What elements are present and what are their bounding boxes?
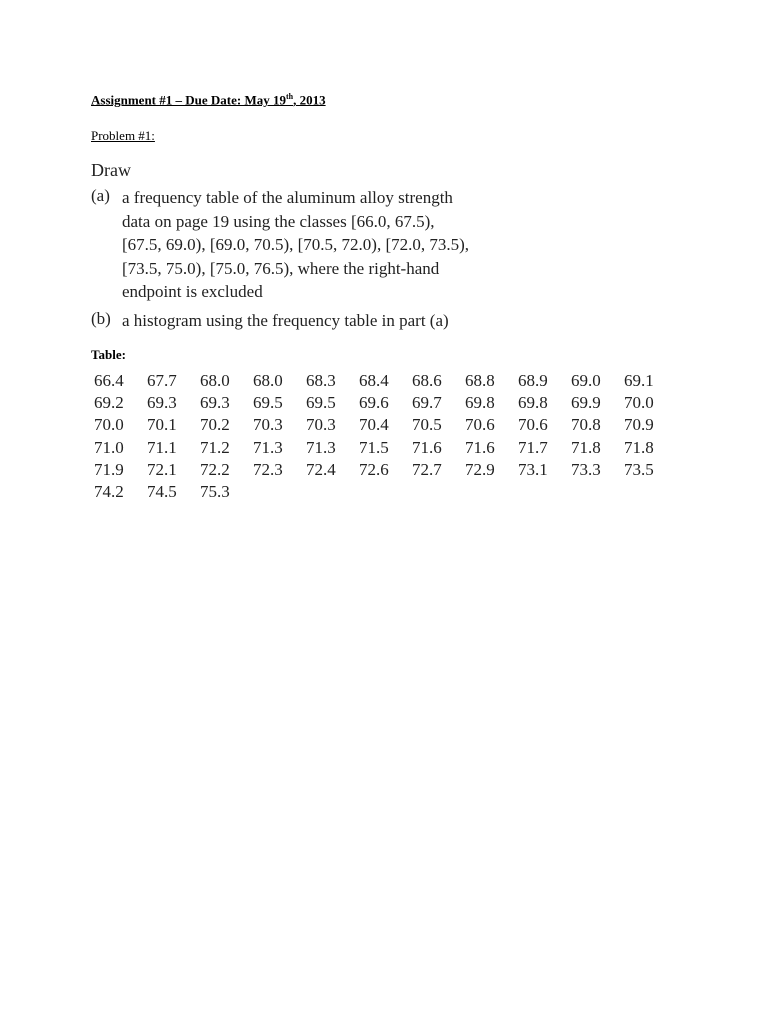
part-a-line: data on page 19 using the classes [66.0, 67.5),	[122, 211, 435, 231]
table-cell: 70.3	[306, 415, 336, 435]
table-cell: 70.8	[571, 415, 601, 435]
table-cell: 72.6	[359, 459, 389, 479]
table-cell: 68.9	[518, 371, 548, 390]
table-cell: 71.6	[465, 437, 495, 457]
table-cell: 69.6	[359, 393, 389, 413]
table-cell: 71.0	[94, 437, 124, 457]
table-cell: 70.0	[94, 415, 124, 435]
assignment-title-superscript: th	[285, 92, 294, 101]
part-b-line: a histogram using the frequency table in part (a)	[122, 311, 449, 330]
table-cell: 71.2	[200, 437, 230, 457]
table-cell: 69.5	[253, 393, 283, 413]
part-a-line: [67.5, 69.0), [69.0, 70.5), [70.5, 72.0), [72.0, 73.5),	[122, 235, 470, 254]
table-cell: 70.6	[465, 415, 495, 435]
table-cell: 75.3	[200, 481, 230, 501]
table-cell: 73.3	[571, 459, 601, 479]
table-cell: 69.0	[571, 371, 601, 390]
table-cell-empty	[515, 482, 568, 504]
table-cell: 68.6	[412, 371, 442, 390]
table-cell: 70.0	[624, 393, 654, 413]
table-cell: 69.3	[147, 393, 177, 413]
part-a-line: a frequency table of the aluminum alloy strength	[122, 188, 453, 207]
table-cell: 66.4	[94, 371, 124, 390]
table-cell: 67.7	[147, 371, 177, 390]
table-cell: 70.5	[412, 415, 442, 435]
table-cell: 74.5	[147, 481, 177, 501]
table-cell-empty	[409, 482, 462, 504]
table-cell-empty	[462, 482, 515, 504]
assignment-title-year: , 2013	[293, 92, 326, 108]
table-cell-empty	[568, 482, 621, 504]
table-cell: 72.2	[200, 459, 230, 479]
table-cell: 70.3	[253, 415, 283, 435]
table-cell: 71.8	[571, 437, 601, 457]
table-cell: 68.0	[200, 371, 230, 390]
table-cell-empty	[356, 482, 409, 504]
assignment-title	[91, 92, 326, 108]
table-cell: 69.1	[624, 371, 654, 390]
table-label: Table:	[91, 347, 126, 362]
table-cell: 68.8	[465, 371, 495, 390]
table-cell: 68.4	[359, 371, 389, 390]
table-cell: 71.5	[359, 437, 389, 457]
table-cell: 68.3	[306, 371, 336, 390]
table-cell: 70.9	[624, 415, 654, 435]
table-cell: 71.7	[518, 437, 548, 457]
table-cell: 70.2	[200, 415, 230, 435]
data-table	[91, 371, 674, 504]
problem-label: Problem #1:	[91, 128, 155, 143]
part-a-text	[122, 186, 506, 304]
table-cell: 69.7	[412, 393, 442, 413]
draw-heading: Draw	[91, 160, 131, 180]
part-a-line: endpoint is excluded	[122, 282, 263, 301]
table-cell: 70.6	[518, 415, 548, 435]
part-a-line: [73.5, 75.0), [75.0, 76.5), where the right-hand	[122, 258, 440, 278]
table-cell: 69.5	[306, 393, 336, 413]
table-cell: 70.4	[359, 415, 389, 435]
table-cell: 69.2	[94, 393, 124, 413]
table-cell: 68.0	[253, 371, 283, 390]
table-cell: 73.5	[624, 459, 654, 479]
part-a-letter: (a)	[91, 186, 110, 205]
table-cell: 72.3	[253, 459, 283, 479]
table-cell: 72.9	[465, 459, 495, 479]
table-cell: 71.8	[624, 437, 654, 457]
table-cell-empty	[250, 482, 303, 504]
table-cell-empty	[621, 482, 674, 504]
table-cell: 71.6	[412, 437, 442, 457]
table-cell: 69.8	[518, 393, 548, 413]
assignment-title-main: Assignment #1 – Due Date: May 19	[91, 92, 286, 108]
table-cell: 72.1	[147, 459, 177, 479]
table-cell-empty	[303, 482, 356, 504]
part-b-letter: (b)	[91, 309, 111, 328]
table-cell: 73.1	[518, 459, 548, 479]
table-cell: 69.8	[465, 393, 495, 413]
table-cell: 71.1	[147, 437, 177, 457]
table-cell: 71.3	[306, 437, 336, 457]
table-cell: 69.3	[200, 393, 230, 413]
table-cell: 71.9	[94, 459, 124, 479]
table-cell: 72.4	[306, 459, 336, 479]
table-cell: 69.9	[571, 393, 601, 413]
table-cell: 71.3	[253, 437, 283, 457]
table-cell: 74.2	[94, 481, 124, 501]
part-b-text	[122, 309, 506, 333]
table-cell: 70.1	[147, 415, 177, 435]
table-cell: 72.7	[412, 459, 442, 479]
